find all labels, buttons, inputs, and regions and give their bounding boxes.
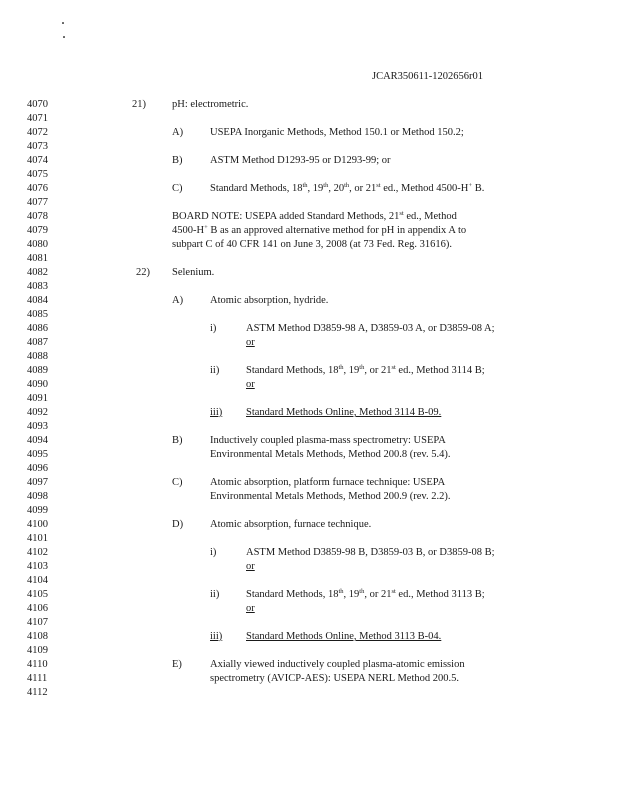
line-number: 4082 xyxy=(27,267,48,278)
item-22c-line-1: Atomic absorption, platform furnace technique: USEPA xyxy=(210,477,446,488)
item-22b-label: B) xyxy=(172,435,183,446)
item-22a-i-label: i) xyxy=(210,323,217,334)
item-22c-label: C) xyxy=(172,477,183,488)
item-22d-i-label: i) xyxy=(210,547,217,558)
item-22a-ii-label: ii) xyxy=(210,365,220,376)
scan-speck xyxy=(63,36,65,38)
item-22-title: Selenium. xyxy=(172,267,215,278)
line-number: 4108 xyxy=(27,631,48,642)
line-number: 4109 xyxy=(27,645,48,656)
line-number: 4099 xyxy=(27,505,48,516)
line-number: 4107 xyxy=(27,617,48,628)
line-number: 4085 xyxy=(27,309,48,320)
line-number: 4084 xyxy=(27,295,48,306)
line-number: 4077 xyxy=(27,197,48,208)
item-22a-text: Atomic absorption, hydride. xyxy=(210,295,329,306)
item-21b-label: B) xyxy=(172,155,183,166)
scan-speck xyxy=(62,22,64,24)
line-number: 4074 xyxy=(27,155,48,166)
line-number: 4088 xyxy=(27,351,48,362)
line-number: 4079 xyxy=(27,225,48,236)
item-22d-ii-text: Standard Methods, 18th, 19th, or 21st ed., Method 3113 B; xyxy=(246,588,485,600)
item-22b-line-2: Environmental Metals Methods, Method 200.8 (rev. 5.4). xyxy=(210,449,451,460)
line-number: 4090 xyxy=(27,379,48,390)
line-number: 4105 xyxy=(27,589,48,600)
item-22a-i-or: or xyxy=(246,337,255,348)
item-22d-ii-or: or xyxy=(246,603,255,614)
line-number: 4101 xyxy=(27,533,48,544)
item-22a-i-text: ASTM Method D3859-98 A, D3859-03 A, or D3859-08 A; xyxy=(246,323,495,334)
item-22d-ii-label: ii) xyxy=(210,589,220,600)
line-number: 4096 xyxy=(27,463,48,474)
line-number: 4091 xyxy=(27,393,48,404)
line-number: 4112 xyxy=(27,687,48,698)
item-22b-line-1: Inductively coupled plasma-mass spectrometry: USEPA xyxy=(210,435,446,446)
line-number: 4080 xyxy=(27,239,48,250)
item-21-number: 21) xyxy=(132,99,146,110)
board-note-line-3: subpart C of 40 CFR 141 on June 3, 2008 (at 73 Fed. Reg. 31616). xyxy=(172,239,452,250)
line-number: 4081 xyxy=(27,253,48,264)
item-22a-ii-text: Standard Methods, 18th, 19th, or 21st ed., Method 3114 B; xyxy=(246,364,485,376)
line-number: 4072 xyxy=(27,127,48,138)
item-21a-text: USEPA Inorganic Methods, Method 150.1 or Method 150.2; xyxy=(210,127,464,138)
line-number: 4070 xyxy=(27,99,48,110)
line-number: 4094 xyxy=(27,435,48,446)
line-number: 4104 xyxy=(27,575,48,586)
item-22d-i-text: ASTM Method D3859-98 B, D3859-03 B, or D3859-08 B; xyxy=(246,547,495,558)
item-22d-text: Atomic absorption, furnace technique. xyxy=(210,519,372,530)
item-21c-text: Standard Methods, 18th, 19th, 20th, or 21st ed., Method 4500-H+ B. xyxy=(210,182,485,194)
item-22a-iii-label: iii) xyxy=(210,407,223,418)
line-number: 4110 xyxy=(27,659,48,670)
line-number: 4071 xyxy=(27,113,48,124)
line-number: 4075 xyxy=(27,169,48,180)
line-number: 4073 xyxy=(27,141,48,152)
item-21b-text: ASTM Method D1293-95 or D1293-99; or xyxy=(210,155,391,166)
line-number: 4083 xyxy=(27,281,48,292)
item-22c-line-2: Environmental Metals Methods, Method 200.9 (rev. 2.2). xyxy=(210,491,451,502)
item-22d-iii-label: iii) xyxy=(210,631,223,642)
item-22d-i-or: or xyxy=(246,561,255,572)
item-22a-ii-or: or xyxy=(246,379,255,390)
line-number: 4100 xyxy=(27,519,48,530)
item-22e-label: E) xyxy=(172,659,182,670)
item-22e-line-2: spectrometry (AVICP-AES): USEPA NERL Method 200.5. xyxy=(210,673,459,684)
line-number: 4093 xyxy=(27,421,48,432)
line-number: 4092 xyxy=(27,407,48,418)
item-22a-label: A) xyxy=(172,295,184,306)
item-21c-label: C) xyxy=(172,183,183,194)
line-number: 4089 xyxy=(27,365,48,376)
line-number: 4098 xyxy=(27,491,48,502)
line-number: 4087 xyxy=(27,337,48,348)
line-number: 4102 xyxy=(27,547,48,558)
document-id: JCAR350611-1202656r01 xyxy=(372,71,484,82)
item-22d-label: D) xyxy=(172,519,184,530)
item-22d-iii-text: Standard Methods Online, Method 3113 B-04. xyxy=(246,631,442,642)
board-note-line-2: 4500-H+ B as an approved alternative method for pH in appendix A to xyxy=(172,224,467,236)
item-22a-iii-text: Standard Methods Online, Method 3114 B-09. xyxy=(246,407,442,418)
line-number: 4106 xyxy=(27,603,48,614)
board-note-line-1: BOARD NOTE: USEPA added Standard Methods, 21st ed., Method xyxy=(172,210,457,222)
line-number: 4095 xyxy=(27,449,48,460)
line-number: 4111 xyxy=(27,673,48,684)
item-21-title: pH: electrometric. xyxy=(172,99,249,110)
line-number: 4076 xyxy=(27,183,48,194)
item-21a-label: A) xyxy=(172,127,184,138)
line-number: 4078 xyxy=(27,211,48,222)
item-22-number: 22) xyxy=(136,267,150,278)
item-22e-line-1: Axially viewed inductively coupled plasma-atomic emission xyxy=(210,659,465,670)
line-number: 4097 xyxy=(27,477,48,488)
line-number: 4103 xyxy=(27,561,48,572)
line-number: 4086 xyxy=(27,323,48,334)
